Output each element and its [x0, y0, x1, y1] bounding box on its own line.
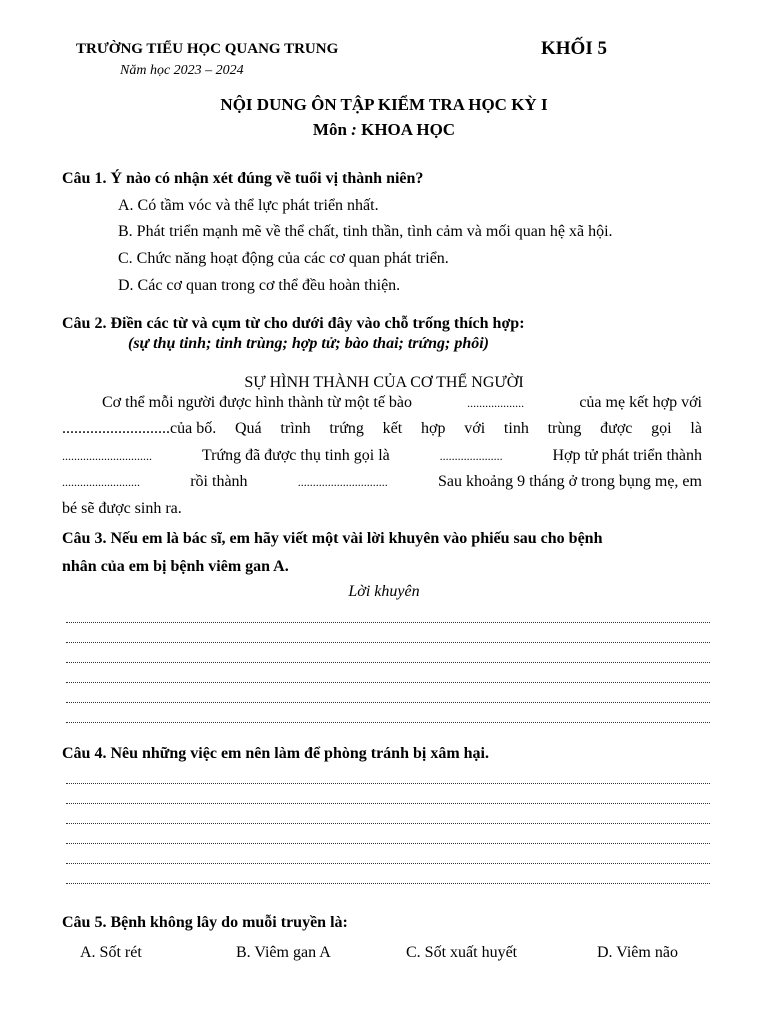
- passage-word: tinh: [503, 420, 529, 438]
- word-bank: (sự thụ tinh; tinh trùng; hợp tử; bào thai; trứng; phôi): [128, 335, 489, 352]
- blank-3[interactable]: ..............................: [62, 448, 152, 463]
- passage-line-3: [62, 443, 702, 469]
- passage-text: rồi thành: [190, 473, 248, 491]
- passage-line-5: [62, 496, 702, 522]
- answer-line[interactable]: [66, 622, 710, 623]
- passage-word: trùng: [547, 420, 582, 438]
- answer-line[interactable]: [66, 843, 710, 844]
- passage-text: Hợp tử phát triển thành: [552, 446, 702, 464]
- passage-text: của mẹ kết hợp với: [579, 394, 702, 411]
- passage-text: Sau khoảng 9 tháng ở trong bụng mẹ, em: [437, 473, 702, 491]
- grade-label: KHỐI 5: [541, 38, 607, 59]
- q1-option-b: B. Phát triển mạnh mẽ về thể chất, tinh thần, tình cảm và mối quan hệ xã hội.: [118, 223, 613, 240]
- passage-text: Trứng đã được thụ tinh gọi là: [201, 446, 390, 464]
- passage-word: trình: [280, 420, 311, 438]
- q5-option-b: B. Viêm gan A: [236, 944, 331, 961]
- question-1: Câu 1. Ý nào có nhận xét đúng về tuổi vị thành niên?: [62, 170, 424, 187]
- q5-option-d: D. Viêm não: [597, 944, 678, 961]
- answer-line[interactable]: [66, 823, 710, 824]
- question-3-line-2: nhân của em bị bệnh viêm gan A.: [62, 558, 289, 575]
- document-title: NỘI DUNG ÔN TẬP KIỂM TRA HỌC KỲ I: [220, 95, 548, 114]
- answer-line[interactable]: [66, 722, 710, 723]
- q1-option-c: C. Chức năng hoạt động của các cơ quan phát triển.: [118, 250, 449, 267]
- passage-title: SỰ HÌNH THÀNH CỦA CƠ THỂ NGƯỜI: [244, 374, 524, 391]
- passage-word: kết: [382, 420, 403, 438]
- passage-word: với: [464, 420, 486, 438]
- passage-text: bé sẽ được sinh ra.: [62, 499, 182, 517]
- passage-word: trứng: [329, 420, 364, 438]
- answer-line[interactable]: [66, 702, 710, 703]
- q1-option-d: D. Các cơ quan trong cơ thể đều hoàn thiện.: [118, 277, 401, 294]
- subject-line: [0, 120, 768, 140]
- blank-4[interactable]: .....................: [439, 448, 503, 463]
- q5-option-a: A. Sốt rét: [80, 944, 142, 961]
- question-5: Câu 5. Bệnh không lây do muỗi truyền là:: [62, 914, 348, 931]
- subject-colon: :: [346, 120, 362, 139]
- q5-option-c: C. Sốt xuất huyết: [406, 944, 518, 961]
- blank-2-and-text[interactable]: ...........................của bố.: [62, 420, 217, 438]
- passage-line-2: [62, 416, 702, 442]
- question-2: Câu 2. Điền các từ và cụm từ cho dưới đây vào chỗ trống thích hợp:: [62, 315, 525, 332]
- blank-5[interactable]: ..........................: [62, 475, 140, 490]
- answer-line[interactable]: [66, 682, 710, 683]
- passage-word: hợp: [420, 420, 446, 438]
- blank-1[interactable]: ...................: [467, 396, 525, 410]
- answer-line[interactable]: [66, 803, 710, 804]
- subject-label: Môn: [312, 120, 347, 139]
- question-4: Câu 4. Nêu những việc em nên làm để phòng tránh bị xâm hại.: [62, 745, 489, 762]
- subject-name: KHOA HỌC: [361, 120, 456, 139]
- q1-option-a: A. Có tầm vóc và thể lực phát triển nhất.: [118, 197, 379, 214]
- passage-line-1: [62, 390, 702, 416]
- answer-line[interactable]: [66, 783, 710, 784]
- passage-word: là: [690, 420, 702, 438]
- passage-word: gọi: [651, 420, 672, 438]
- answer-line[interactable]: [66, 642, 710, 643]
- passage-line-4: [62, 469, 702, 495]
- blank-6[interactable]: ..............................: [297, 475, 388, 490]
- school-name: TRƯỜNG TIỂU HỌC QUANG TRUNG: [76, 41, 339, 57]
- fill-in-passage: [62, 390, 702, 522]
- answer-line[interactable]: [66, 883, 710, 884]
- question-3-line-1: Câu 3. Nếu em là bác sĩ, em hãy viết một vài lời khuyên vào phiếu sau cho bệnh: [62, 530, 603, 547]
- school-year: Năm học 2023 – 2024: [120, 63, 244, 78]
- passage-word: Quá: [234, 420, 262, 438]
- advice-title: Lời khuyên: [348, 583, 420, 600]
- passage-word: được: [600, 420, 633, 438]
- passage-text: Cơ thể mỗi người được hình thành từ một tế bào: [102, 394, 413, 411]
- answer-line[interactable]: [66, 863, 710, 864]
- answer-line[interactable]: [66, 662, 710, 663]
